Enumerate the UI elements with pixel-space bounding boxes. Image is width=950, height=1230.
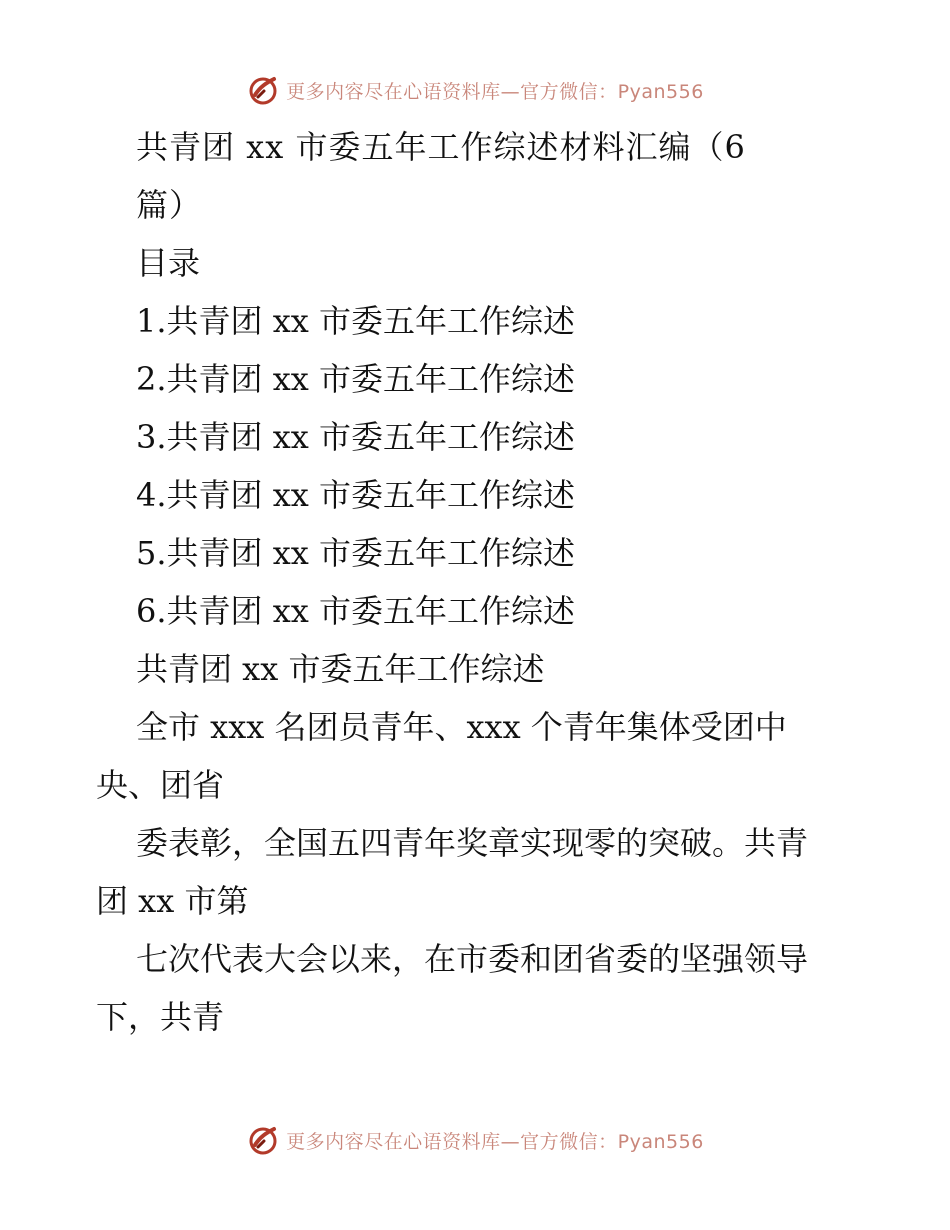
- document-body: [96, 118, 856, 1046]
- banner-text: 更多内容尽在心语资料库—官方微信：Pyan556: [286, 1130, 704, 1153]
- red-brush-logo-icon: [246, 1123, 280, 1157]
- document-title-line-2: 篇）: [136, 186, 203, 224]
- body-line: 全市 xxx 名团员青年、xxx 个青年集体受团中: [136, 708, 787, 746]
- header-watermark-banner: [0, 70, 950, 110]
- toc-item: 3.共青团 xx 市委五年工作综述: [136, 418, 575, 456]
- body-line: 下，共青: [96, 998, 225, 1036]
- body-line: 七次代表大会以来，在市委和团省委的坚强领导: [136, 940, 809, 978]
- toc-item: 6.共青团 xx 市委五年工作综述: [136, 592, 575, 630]
- footer-watermark-banner: [0, 1120, 950, 1160]
- document-title-line-1: 共青团 xx 市委五年工作综述材料汇编（6: [136, 128, 746, 166]
- toc-item: 5.共青团 xx 市委五年工作综述: [136, 534, 575, 572]
- body-line: 委表彰，全国五四青年奖章实现零的突破。共青: [136, 824, 809, 862]
- toc-heading: 目录: [136, 244, 201, 282]
- toc-item: 1.共青团 xx 市委五年工作综述: [136, 302, 575, 340]
- toc-item: 2.共青团 xx 市委五年工作综述: [136, 360, 575, 398]
- body-line: 央、团省: [96, 766, 225, 804]
- section-heading: 共青团 xx 市委五年工作综述: [136, 650, 545, 688]
- toc-item: 4.共青团 xx 市委五年工作综述: [136, 476, 575, 514]
- red-brush-logo-icon: [246, 73, 280, 107]
- banner-text: 更多内容尽在心语资料库—官方微信：Pyan556: [286, 80, 704, 103]
- body-line: 团 xx 市第: [96, 882, 249, 920]
